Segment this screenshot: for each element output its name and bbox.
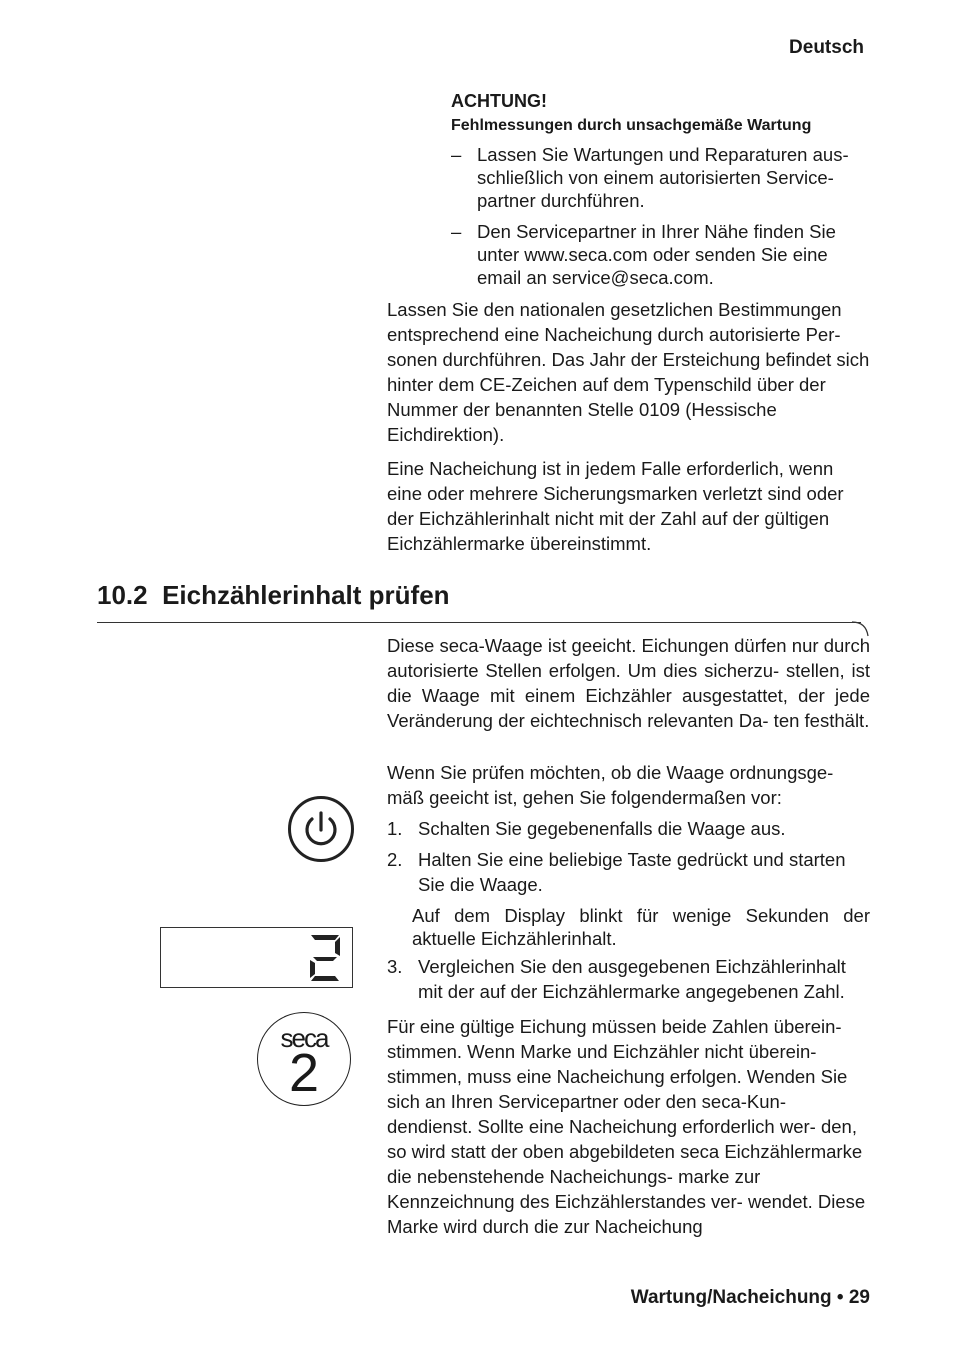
intro-paragraph: Eine Nacheichung ist in jedem Falle erforderlich, wenn eine oder mehrere Sicherungsmarken verletzt sind oder der Eichzählerinhalt nicht mit der Zahl auf der gültigen Eichzählermarke übereinstimmt. (387, 458, 844, 554)
warning-item (451, 220, 871, 289)
calibration-stamp-figure (257, 1012, 351, 1106)
step-item (387, 816, 870, 841)
step-number: 2. (387, 849, 403, 870)
stamp-number: 2 (288, 1043, 320, 1103)
warning-item-text: Den Servicepartner in Ihrer Nähe finden Sie unter www.seca.com oder senden Sie eine email an service@seca.com. (477, 221, 836, 288)
dash-marker: – (451, 221, 462, 242)
warning-item-text: Lassen Sie Wartungen und Reparaturen aus- schließlich von einem autorisierten Service- partner durchführen. (477, 144, 849, 211)
step-text: Schalten Sie gegebenenfalls die Waage aus. (418, 818, 786, 839)
display-digit (301, 931, 349, 985)
page-language-header: Deutsch (789, 37, 864, 58)
section-paragraph: Für eine gültige Eichung müssen beide Zahlen überein- stimmen. Wenn Marke und Eichzähler nicht überein- stimmen, muss eine Nacheichung erfolgen. Wenden Sie sich an Ihren Servicepartner oder den seca-Kun- dendienst. Sollte eine Nacheichung erforderlich wer- den, so wird statt der oben abgebildeten seca Eichzählermarke die nebenstehende Nacheichungs- marke zur Kennzeichnung des Eichzählerstandes ver- wendet. Diese Marke wird durch die zur Nacheichung (387, 1016, 866, 1237)
step-text: Vergleichen Sie den ausgegebenen Eichzählerinhalt mit der auf der Eichzählermarke angegebenen Zahl. (418, 956, 846, 1002)
section-paragraph: Diese seca-Waage ist geeicht. Eichungen dürfen nur durch autorisierte Stellen erfolgen. Um dies sicherzu- stellen, ist die Waage mit einem Eichzähler ausgestattet, der jede Veränderung der eichtechnisch relevanten Da- ten festhält. (387, 635, 870, 731)
step-number: 1. (387, 818, 403, 839)
page-footer: Wartung/Nacheichung • 29 (630, 1287, 870, 1308)
step-item (387, 954, 870, 1004)
power-button-figure (288, 796, 354, 862)
section-rule (97, 622, 861, 623)
warning-subtitle: Fehlmessungen durch unsachgemäße Wartung (451, 117, 812, 134)
intro-paragraph: Lassen Sie den nationalen gesetzlichen Bestimmungen entsprechend eine Nacheichung durch autorisierte Per- sonen durchführen. Das Jahr der Ersteichung befindet sich hinter dem CE-Zeichen auf dem Typenschild über der Nummer der benannten Stelle 0109 (Hessische Eichdirektion). (387, 299, 870, 445)
section-paragraph: Wenn Sie prüfen möchten, ob die Waage ordnungsge- mäß geeicht ist, gehen Sie folgendermaßen vor: (387, 762, 834, 808)
step-item (387, 847, 870, 897)
step-number: 3. (387, 956, 403, 977)
step-result: Auf dem Display blinkt für wenige Sekunden der aktuelle Eichzählerinhalt. (412, 905, 870, 949)
power-icon (291, 799, 351, 859)
section-heading (97, 580, 450, 611)
scale-display-figure (160, 927, 353, 988)
warning-title: ACHTUNG! (451, 91, 547, 111)
dash-marker: – (451, 144, 462, 165)
step-text: Halten Sie eine beliebige Taste gedrückt und starten Sie die Waage. (418, 849, 846, 895)
section-title: Eichzählerinhalt prüfen (162, 580, 450, 610)
warning-item (451, 143, 871, 212)
stamp-brand-logo: seca (280, 1023, 328, 1053)
section-number: 10.2 (97, 580, 148, 610)
